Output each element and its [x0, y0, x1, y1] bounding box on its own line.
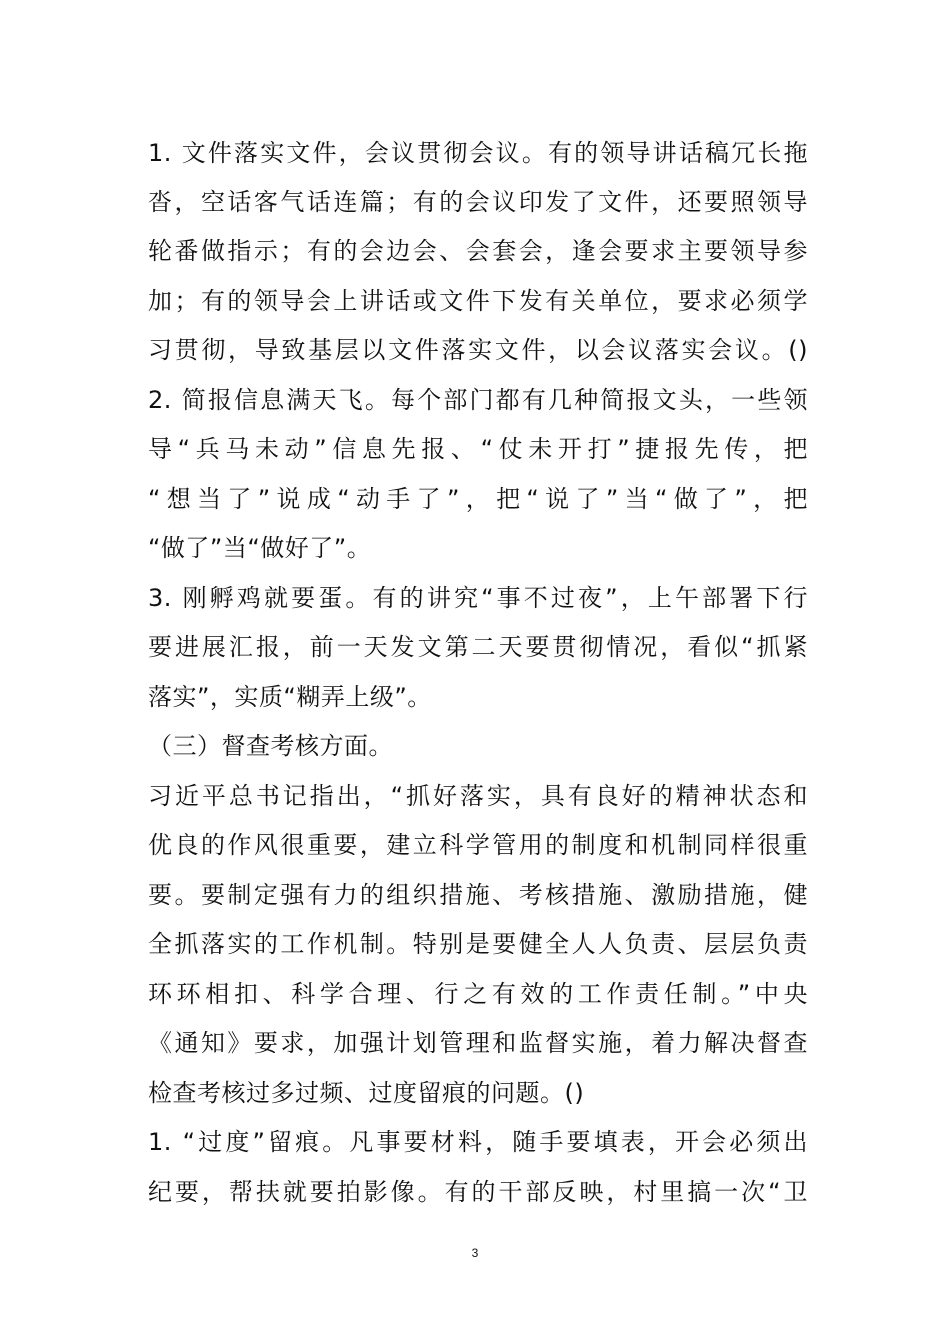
text-line: 沓，空话客气话连篇；有的会议印发了文件，还要照领导 — [148, 188, 808, 216]
text-line: 落实”，实质“糊弄上级”。 — [148, 683, 432, 711]
text-line: 全抓落实的工作机制。特别是要健全人人负责、层层负责 — [148, 930, 808, 958]
text-line: 2. 简报信息满天飞。每个部门都有几种简报文头，一些领 — [148, 386, 808, 414]
text-line: 检查考核过多过频、过度留痕的问题。() — [148, 1079, 585, 1107]
text-line: 导“兵马未动”信息先报、“仗未开打”捷报先传，把 — [148, 435, 808, 463]
text-line: 纪要，帮扶就要拍影像。有的干部反映，村里搞一次“卫 — [148, 1178, 808, 1206]
text-line: 加；有的领导会上讲话或文件下发有关单位，要求必须学 — [148, 287, 808, 315]
text-line: “做了”当“做好了”。 — [148, 534, 372, 562]
text-line: 优良的作风很重要，建立科学管用的制度和机制同样很重 — [148, 831, 808, 859]
text-line: 要。要制定强有力的组织措施、考核措施、激励措施，健 — [148, 881, 808, 909]
text-line: 1. 文件落实文件，会议贯彻会议。有的领导讲话稿冗长拖 — [148, 139, 808, 167]
text-line: 《通知》要求，加强计划管理和监督实施，着力解决督查 — [148, 1029, 808, 1057]
text-line: 习贯彻，导致基层以文件落实文件，以会议落实会议。() — [148, 336, 808, 364]
section-heading: （三）督查考核方面。 — [148, 732, 393, 760]
text-line: 环环相扣、科学合理、行之有效的工作责任制。”中央 — [148, 980, 808, 1008]
text-line: “想当了”说成“动手了”，把“说了”当“做了”，把 — [148, 485, 808, 513]
text-line: 3. 刚孵鸡就要蛋。有的讲究“事不过夜”，上午部署下行 — [148, 584, 808, 612]
page-number: 3 — [471, 1246, 479, 1260]
text-line: 要进展汇报，前一天发文第二天要贯彻情况，看似“抓紧 — [148, 633, 808, 661]
text-line: 1. “过度”留痕。凡事要材料，随手要填表，开会必须出 — [148, 1128, 808, 1156]
text-line: 轮番做指示；有的会边会、会套会，逢会要求主要领导参 — [148, 237, 808, 265]
text-line: 习近平总书记指出，“抓好落实，具有良好的精神状态和 — [148, 782, 808, 810]
